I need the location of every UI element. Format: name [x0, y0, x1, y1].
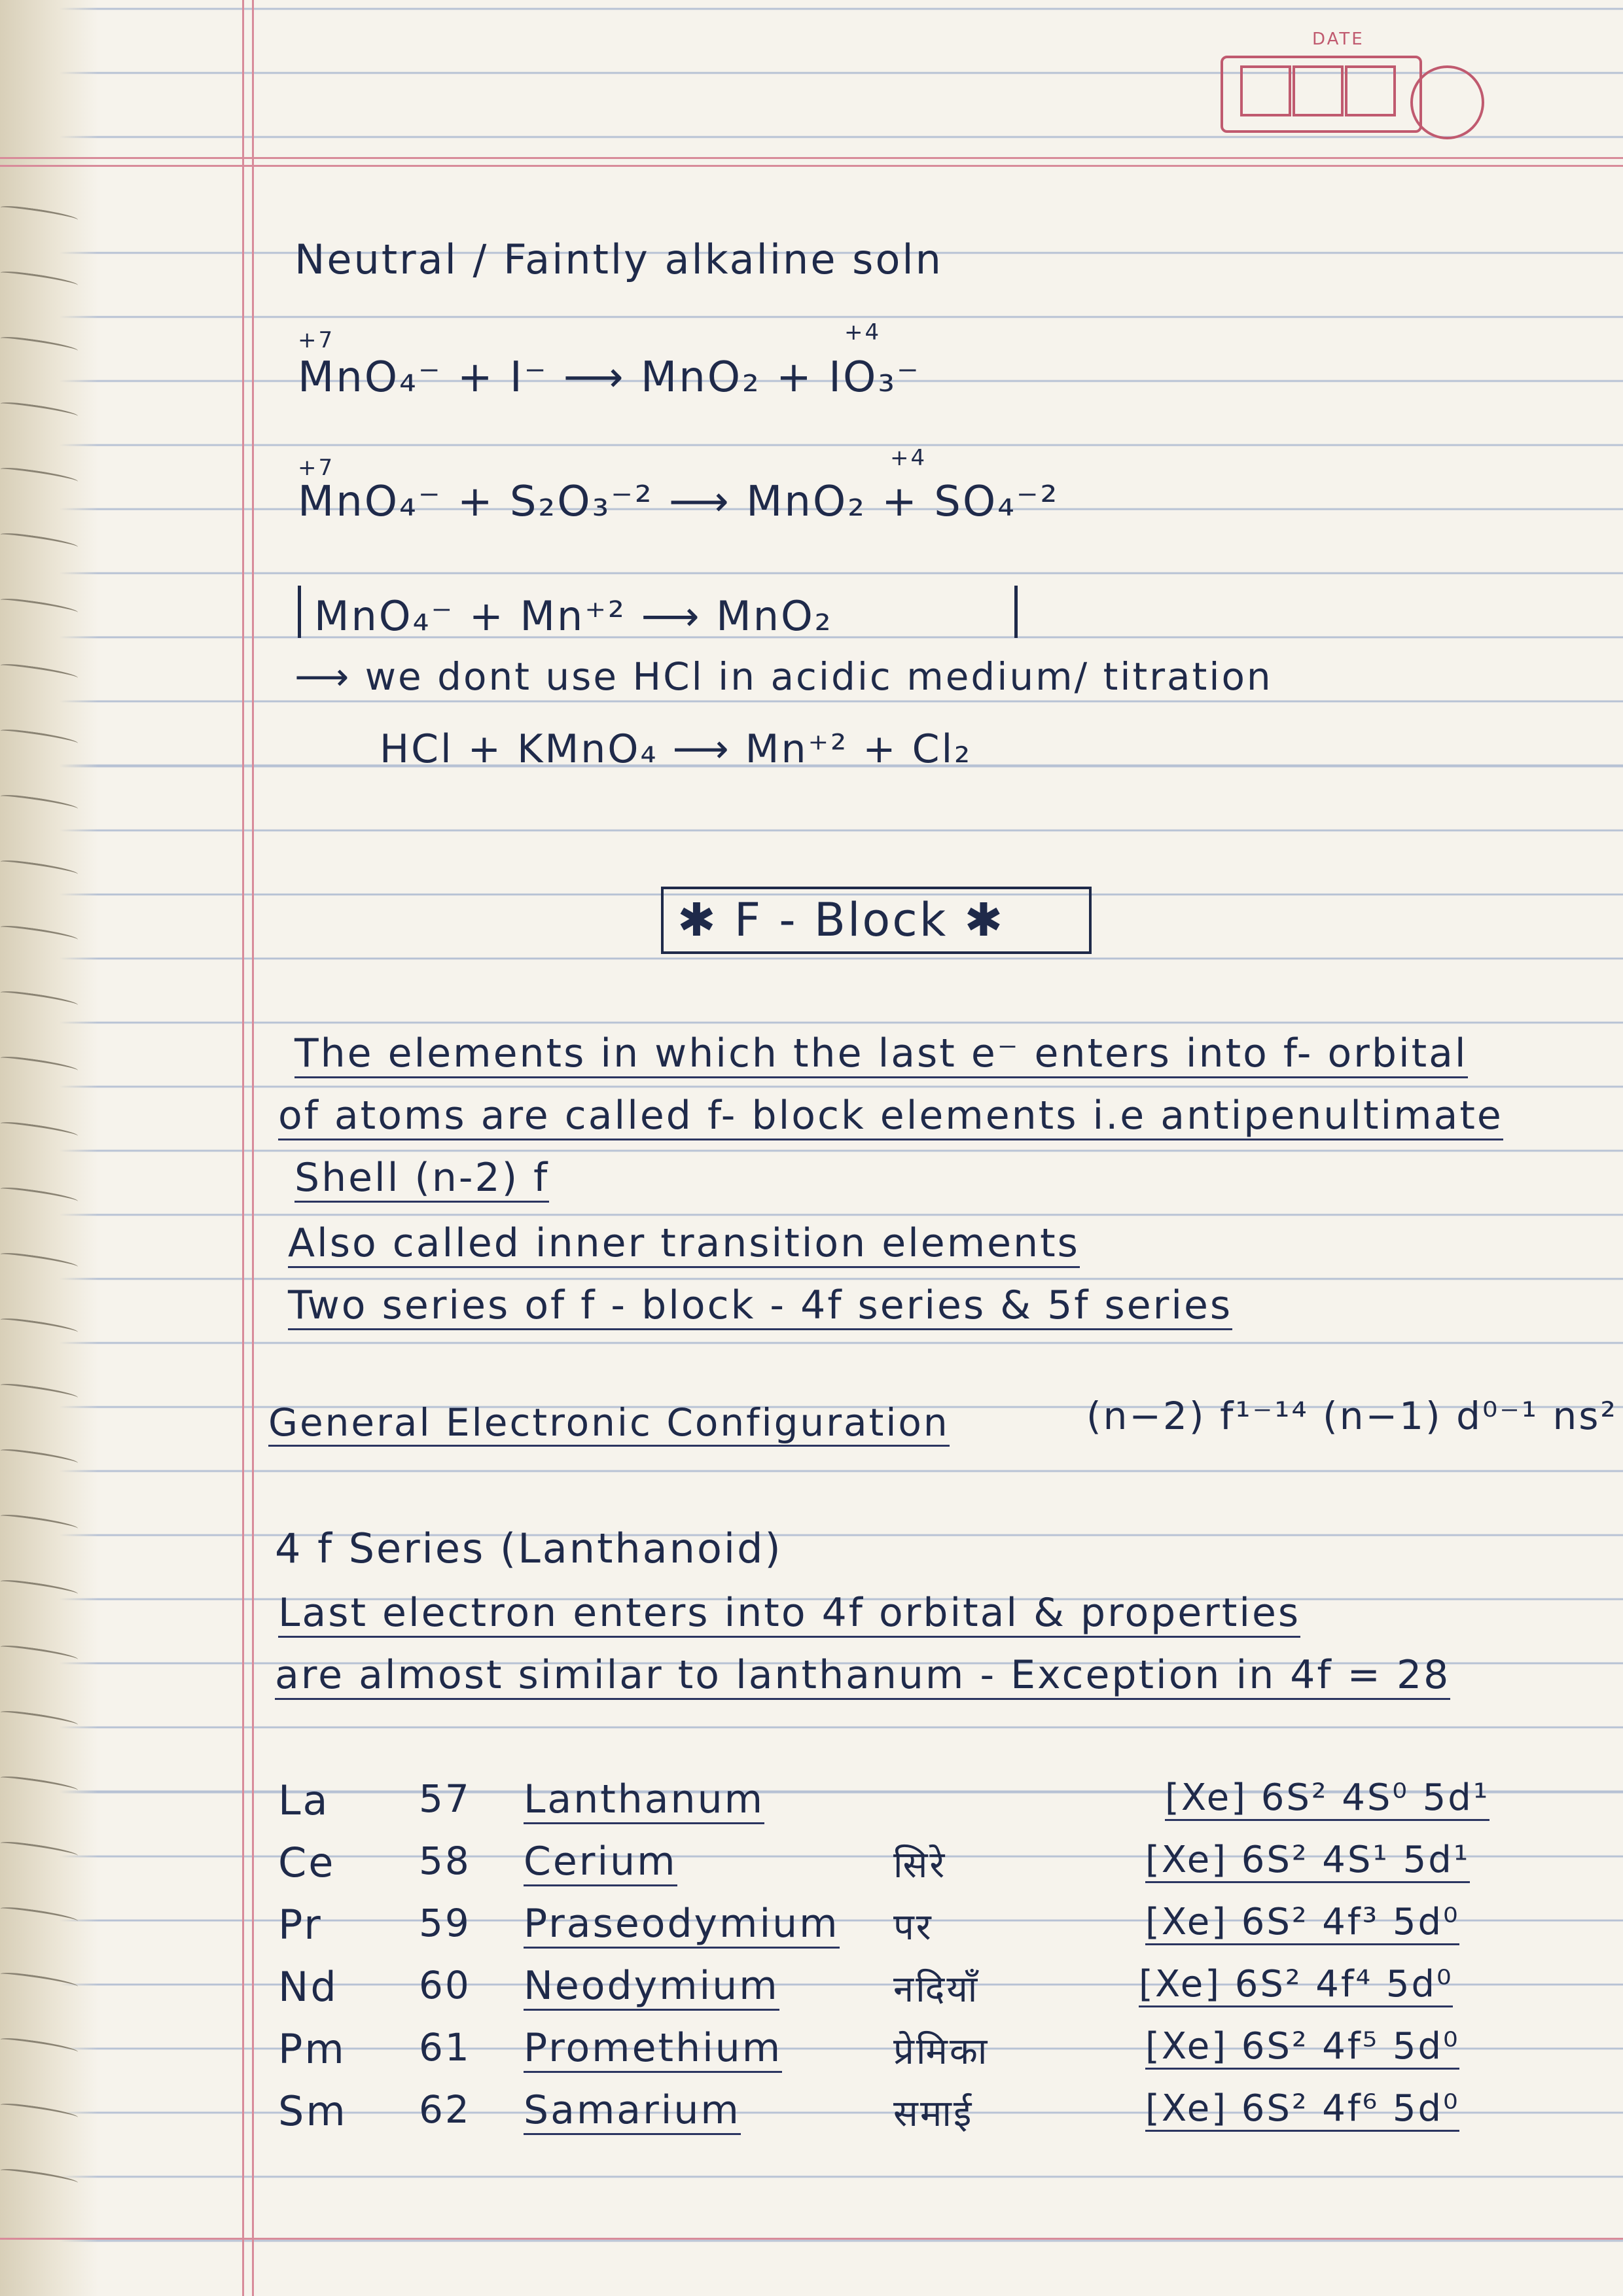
- date-cell: [1345, 65, 1396, 116]
- element-symbol: La: [278, 1776, 330, 1824]
- date-circle: [1410, 65, 1484, 139]
- spiral-binding: [0, 0, 98, 2296]
- paragraph-line: Two series of f - block - 4f series & 5f series: [288, 1282, 1232, 1330]
- hindi-mnemonic: प्रेमिका: [893, 2030, 990, 2073]
- oxidation-state: +7: [298, 455, 335, 481]
- atomic-number: 61: [419, 2025, 471, 2070]
- electron-config: [Xe] 6S² 4f⁶ 5d⁰: [1145, 2087, 1459, 2132]
- electron-config: [Xe] 6S² 4f⁵ 5d⁰: [1145, 2025, 1459, 2070]
- electron-config: [Xe] 6S² 4S⁰ 5d¹: [1165, 1776, 1489, 1821]
- electron-config: [Xe] 6S² 4f³ 5d⁰: [1145, 1901, 1459, 1945]
- margin-line: [242, 0, 244, 2296]
- note-hcl: ⟶ we dont use HCl in acidic medium/ titration: [294, 654, 1273, 699]
- element-name: Samarium: [524, 2087, 741, 2135]
- element-symbol: Pm: [278, 2025, 346, 2073]
- paragraph-line: are almost similar to lanthanum - Exception in 4f = 28: [275, 1652, 1450, 1700]
- hindi-mnemonic: सिरे: [893, 1844, 947, 1886]
- atomic-number: 62: [419, 2087, 471, 2132]
- margin-line: [252, 0, 254, 2296]
- section-4f-series: 4 f Series (Lanthanoid): [275, 1525, 783, 1572]
- electron-config: [Xe] 6S² 4f⁴ 5d⁰: [1139, 1963, 1453, 2007]
- date-cell: [1240, 65, 1291, 116]
- equation-hcl: HCl + KMnO₄ ⟶ Mn⁺² + Cl₂: [380, 726, 972, 772]
- equation-thiosulphate: MnO₄⁻ + S₂O₃⁻² ⟶ MnO₂ + SO₄⁻²: [298, 478, 1060, 526]
- header-line: [0, 157, 1623, 159]
- hindi-mnemonic: समाई: [893, 2093, 974, 2135]
- hindi-mnemonic: नदियाँ: [893, 1968, 980, 2011]
- atomic-number: 57: [419, 1776, 471, 1821]
- atomic-number: 60: [419, 1963, 471, 2007]
- oxidation-state: +4: [844, 319, 882, 345]
- atomic-number: 59: [419, 1901, 471, 1945]
- electron-config: [Xe] 6S² 4S¹ 5d¹: [1145, 1839, 1470, 1883]
- element-name: Lanthanum: [524, 1776, 764, 1824]
- header-line: [0, 165, 1623, 167]
- element-symbol: Ce: [278, 1839, 336, 1886]
- paragraph-line: Also called inner transition elements: [288, 1220, 1080, 1268]
- date-cell: [1293, 65, 1344, 116]
- paragraph-line: Shell (n-2) f: [294, 1155, 549, 1203]
- oxidation-state: +7: [298, 327, 335, 353]
- gec-label: General Electronic Configuration: [268, 1400, 950, 1447]
- date-box: [1221, 29, 1489, 128]
- paragraph-line: of atoms are called f- block elements i.e antipenultimate: [278, 1093, 1503, 1140]
- element-name: Cerium: [524, 1839, 677, 1886]
- date-label: DATE: [1312, 29, 1364, 49]
- footer-line: [0, 2238, 1623, 2240]
- oxidation-state: +4: [890, 445, 927, 471]
- element-symbol: Pr: [278, 1901, 323, 1949]
- element-name: Neodymium: [524, 1963, 779, 2011]
- paragraph-line: Last electron enters into 4f orbital & properties: [278, 1590, 1300, 1638]
- hindi-mnemonic: पर: [893, 1906, 933, 1949]
- note-line-neutral: Neutral / Faintly alkaline soln: [294, 236, 943, 283]
- paragraph-line: The elements in which the last e⁻ enters into f- orbital: [294, 1031, 1468, 1078]
- gec-formula: (n−2) f¹⁻¹⁴ (n−1) d⁰⁻¹ ns²: [1086, 1394, 1618, 1438]
- equation-comproportionation: MnO₄⁻ + Mn⁺² ⟶ MnO₂: [314, 592, 833, 640]
- equation-iodide: MnO₄⁻ + I⁻ ⟶ MnO₂ + IO₃⁻: [298, 353, 921, 402]
- atomic-number: 58: [419, 1839, 471, 1883]
- heading-f-block: ✱ F - Block ✱: [677, 893, 1005, 947]
- element-name: Praseodymium: [524, 1901, 840, 1949]
- element-symbol: Nd: [278, 1963, 338, 2011]
- element-name: Promethium: [524, 2025, 782, 2073]
- element-symbol: Sm: [278, 2087, 348, 2135]
